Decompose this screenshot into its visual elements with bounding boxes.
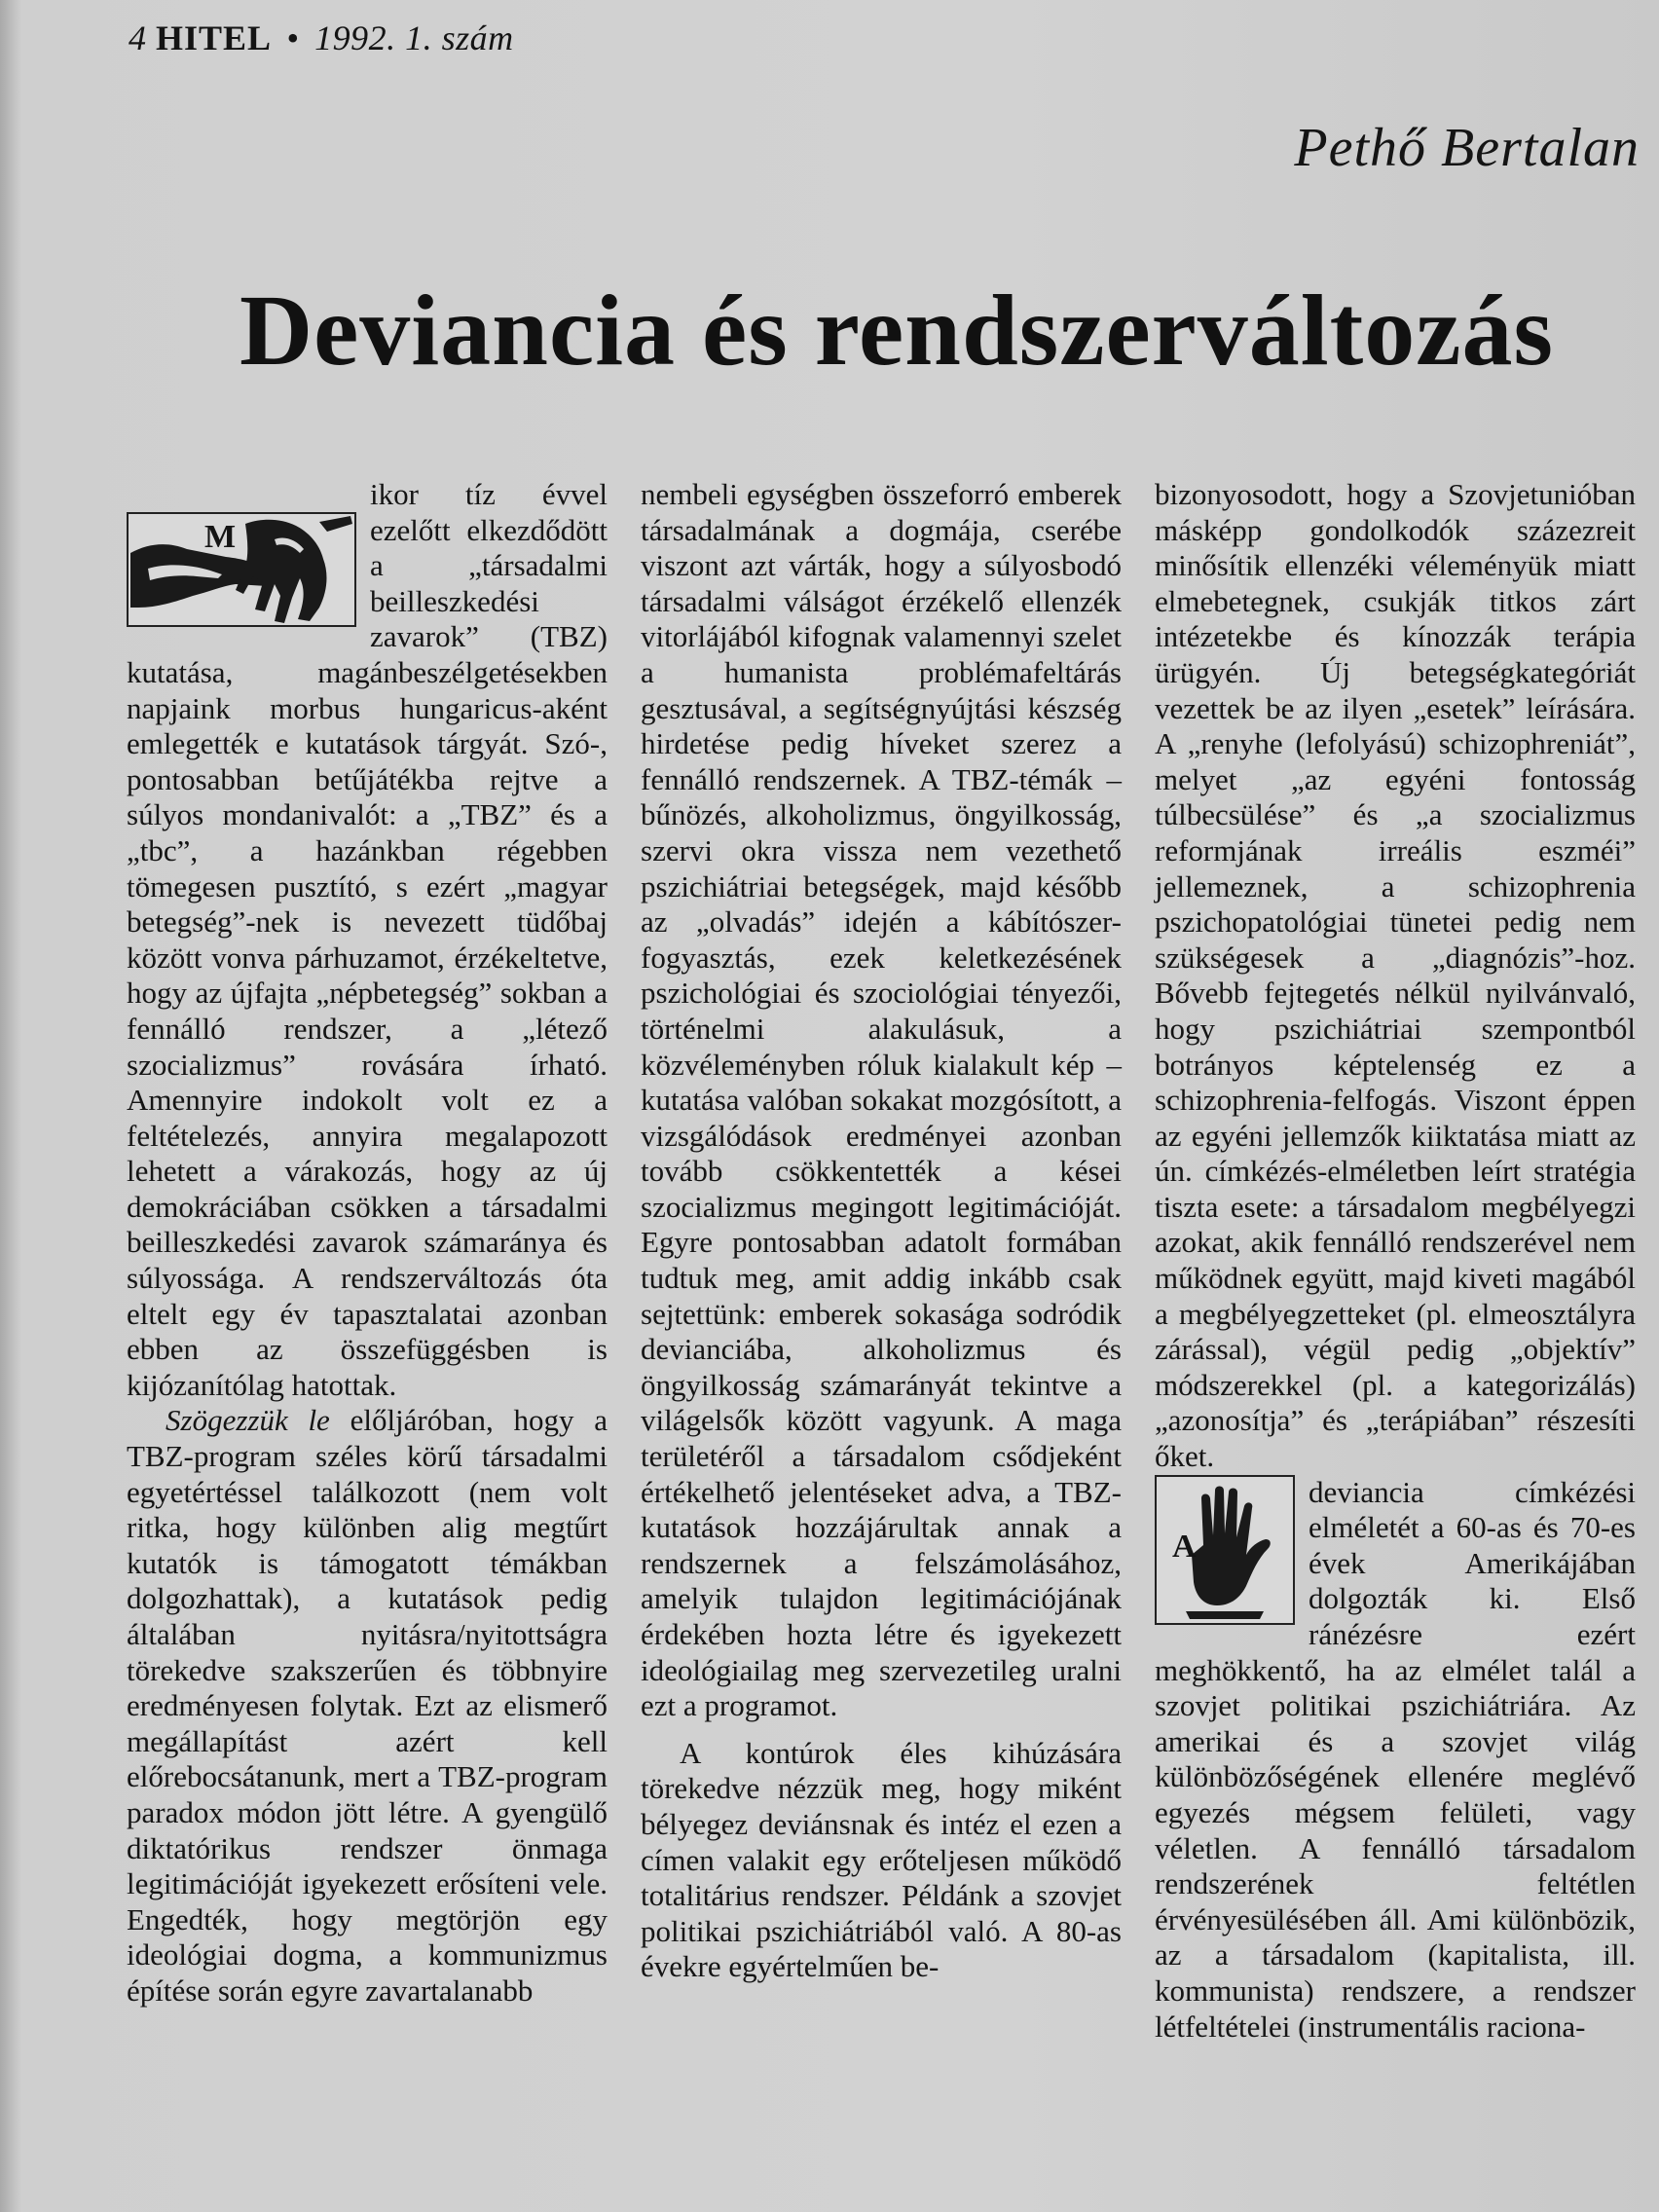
initial-letter-a: A — [1172, 1528, 1197, 1565]
paragraph: A kontúrok éles kihúzására törekedve nézzük meg, hogy miként bélyegez deviánsnak és intéz el ezen a címen valakit egy erőteljesen működő totalitárius rendszer. Példánk a szovjet politikai pszichiátriából való. A 80-as évekre egyértelműen be- — [641, 1735, 1122, 1984]
text-column-3 — [1155, 477, 1636, 2045]
paragraph-lead: Szögezzük le — [166, 1403, 330, 1438]
article-author: Pethő Bertalan — [1294, 118, 1640, 178]
illustrated-initial-m — [127, 512, 356, 627]
page-number: 4 — [129, 18, 147, 57]
illustrated-initial-a — [1155, 1475, 1295, 1625]
running-head — [129, 18, 514, 58]
paragraph — [127, 1403, 608, 2009]
text-column-2 — [641, 477, 1122, 1985]
initial-letter-m: M — [204, 519, 237, 555]
paragraph: nembeli egységben összeforró emberek társadalmának a dogmája, cserébe viszont azt várták, hogy a súlyosbodó társadalmi válságot érzékelő ellenzék vitorlájából kifognak valamennyi szelet a humanista problémafeltárás gesztusával, a segítségnyújtási készség hirdetése pedig híveket szerez a fennálló rendszernek. A TBZ-témák – bűnözés, alkoholizmus, öngyilkosság, szervi okra vissza nem vezethető pszichiátriai betegségek, majd később az „olvadás” idején a kábítószer-fogyasztás, ezek keletkezésének pszichológiai és szociológiai tényezői, történelmi alakulásuk, a közvéleményben róluk kialakult kép – kutatása valóban sokakat mozgósított, a vizsgálódások eredményei azonban tovább csökkentették a kései szocializmus megingott legitimációját. Egyre pontosabban adatolt formában tudtuk meg, amit addig inkább csak sejtettünk: emberek sokasága sodródik devianciába, alkoholizmus és öngyilkosság számarányát tekintve a világelsők között vagyunk. A maga területéről a társadalom csődjeként értékelhető jelentéseket adva, a TBZ-kutatások hozzájárultak annak a rendszernek a felszámolásához, amelyik tulajdon legitimációjának érdekében hozta létre és igyekezett ideológiailag meg szervezetileg uralni ezt a programot. — [641, 477, 1122, 1723]
issue-info: 1992. 1. szám — [314, 18, 514, 57]
paragraph: bizonyosodott, hogy a Szovjetunióban másképp gondolkodók százezreit minősítik ellenzéki véleményük miatt elmebetegnek, csukják titkos zárt intézetekbe és kínozzák terápia ürügyén. Új betegségkategóriát vezettek be az ilyen „esetek” leírására. A „renyhe (lefolyású) schizophreniát”, melyet „az egyéni fontosság túlbecsülése” és „a szocializmus reformjának irreális eszméi” jellemeznek, a schizophrenia pszichopatológiai tünetei pedig nem szükségesek a „diagnózis”-hoz. Bővebb fejtegetés nélkül nyilvánvaló, hogy pszichiátriai szempontból botrányos képtelenség ez a schizophrenia-felfogás. Viszont éppen az egyéni jellemzők kiiktatása miatt az ún. címkézés-elméletben leírt stratégia tiszta esete: a társadalom megbélyegzi azokat, akik fennálló rendszerével nem működnek együtt, majd kiveti magából a megbélyegzetteket (pl. elmeosztályra zárással), végül pedig „objektív” módszerekkel (pl. a kategorizálás) „azonosítja” és „terápiában” részesíti őket. — [1155, 477, 1636, 1474]
paragraph: deviancia címkézési elméletét a 60-as és 70-es évek Amerikájában dolgozták ki. Első ránézésre ezért meghökkentő, ha az elmélet talál a szovjet politikai pszichiátriára. Az amerikai és a szovjet világ különbözőségének ellenére meglévő egyezés mégsem felületi, vagy véletlen. A fennálló társadalom rendszerének feltétlen érvényesülésében áll. Ami különbözik, az a társadalom (kapitalista, ill. kommunista) rendszere, a rendszer létfeltételei (instrumentális raciona- — [1155, 1474, 1636, 2044]
hands-illustration-icon — [129, 514, 354, 625]
paragraph-text: előljáróban, hogy a TBZ-program széles körű társadalmi egyetértéssel találkozott (nem volt ritka, hogy különben alig megtűrt kutatók is támogatott témákban dolgozhattak), a kutatások pedig általában nyitásra/nyitottságra törekedve szakszerűen és többnyire eredményesen folytak. Ezt az elismerő megállapítást azért kell előrebocsátanunk, mert a TBZ-program paradox módon jött létre. A gyengülő diktatórikus rendszer önmaga legitimációját igyekezett erősíteni vele. Engedték, hogy megtörjön egy ideológiai dogma, a kommunizmus építése során egyre zavartalanabb — [127, 1403, 608, 2008]
header-separator: • — [286, 18, 300, 57]
paragraph: ikor tíz évvel ezelőtt elkezdődött a „társadalmi beilleszkedési zavarok” (TBZ) kutatása, magánbeszélgetésekben napjaink morbus hungaricus-aként emlegették e kutatások tárgyát. Szó-, pontosabban betűjátékba rejtve a súlyos mondanivalót: a „TBZ” és a „tbc”, a hazánkban régebben tömegesen pusztító, s ezért „magyar betegség”-nek is nevezett tüdőbaj között vonva párhuzamot, érzékeltetve, hogy az újfajta „népbetegség” sokban a fennálló rendszer, a „létező szocializmus” rovására írható. Amennyire indokolt volt ez a feltételezés, annyira megalapozott lehetett a várakozás, hogy az új demokráciában csökken a társadalmi beilleszkedési zavarok számaránya és súlyossága. A rendszerváltozás óta eltelt egy év tapasztalatai azonban ebben az összefüggésben is kijózanítólag hatottak. — [127, 477, 608, 1402]
journal-name: HITEL — [156, 18, 273, 57]
text-column-1 — [127, 477, 608, 2009]
article-title: Deviancia és rendszerváltozás — [240, 275, 1554, 387]
